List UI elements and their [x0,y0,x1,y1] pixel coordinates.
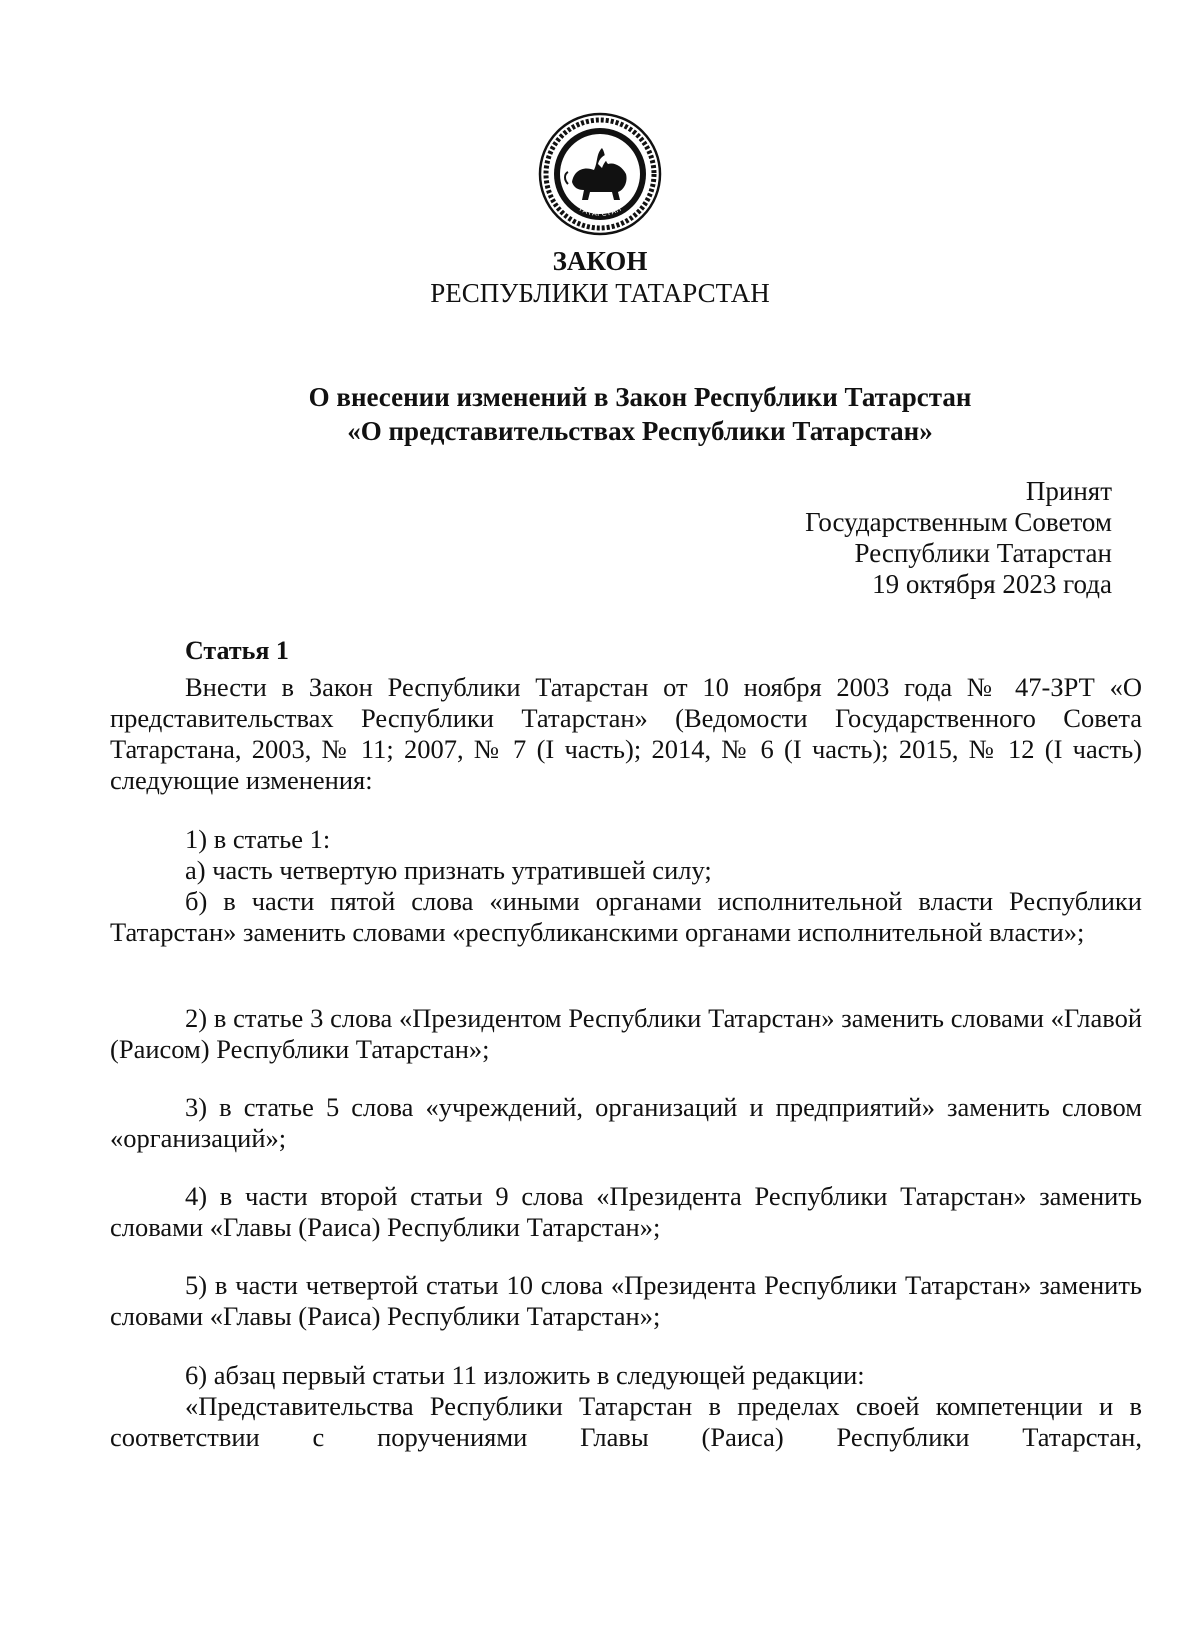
coat-of-arms-emblem [538,112,662,236]
law-subject-line-1: О внесении изменений в Закон Республики Татарстан [308,382,972,412]
article-intro-paragraph: Внести в Закон Республики Татарстан от 10 ноября 2003 года № 47-ЗРТ «О представительствах Республики Татарстан» (Ведомости Государственного Совета Татарстана, 2003, № 11; 2007, № 7 (I часть); 2014, № 6 (I часть); 2015, № 12 (I часть) следующие изменения: [110,672,1142,795]
item-1b: б) в части пятой слова «иными органами исполнительной власти Республики Татарстан» заменить словами «республиканскими органами исполнительной власти»; [110,886,1142,947]
adoption-line-2: Государственным Советом [805,507,1112,537]
document-issuer-title: РЕСПУБЛИКИ ТАТАРСТАН [430,278,770,308]
adoption-date: 19 октября 2023 года [872,569,1112,599]
item-6-quoted-text: «Представительства Республики Татарстан в пределах своей компетенции и в соответствии с поручениями Главы (Раиса) Республики Татарстан, [110,1391,1142,1452]
adoption-block [805,476,1112,600]
item-1a: а) часть четвертую признать утратившей силу; [185,855,712,885]
law-subject [270,380,1010,448]
article-heading: Статья 1 [185,636,289,665]
adoption-line-1: Принят [1025,476,1112,506]
item-4: 4) в части второй статьи 9 слова «Президента Республики Татарстан» заменить словами «Главы (Раиса) Республики Татарстан»; [110,1181,1142,1242]
adoption-line-3: Республики Татарстан [854,538,1112,568]
item-6: 6) абзац первый статьи 11 изложить в следующей редакции: [185,1360,865,1390]
item-2: 2) в статье 3 слова «Президентом Республики Татарстан» заменить словами «Главой (Раисом) Республики Татарстан»; [110,1003,1142,1064]
item-1: 1) в статье 1: [185,824,331,854]
item-3: 3) в статье 5 слова «учреждений, организаций и предприятий» заменить словом «организаций»; [110,1092,1142,1153]
law-subject-line-2: «О представительствах Республики Татарстан» [347,416,933,446]
item-5: 5) в части четвертой статьи 10 слова «Президента Республики Татарстан» заменить словами «Главы (Раиса) Республики Татарстан»; [110,1270,1142,1331]
emblem-ring-text: ТАТАРСТАН [577,204,623,219]
document-type-title: ЗАКОН [552,246,648,276]
